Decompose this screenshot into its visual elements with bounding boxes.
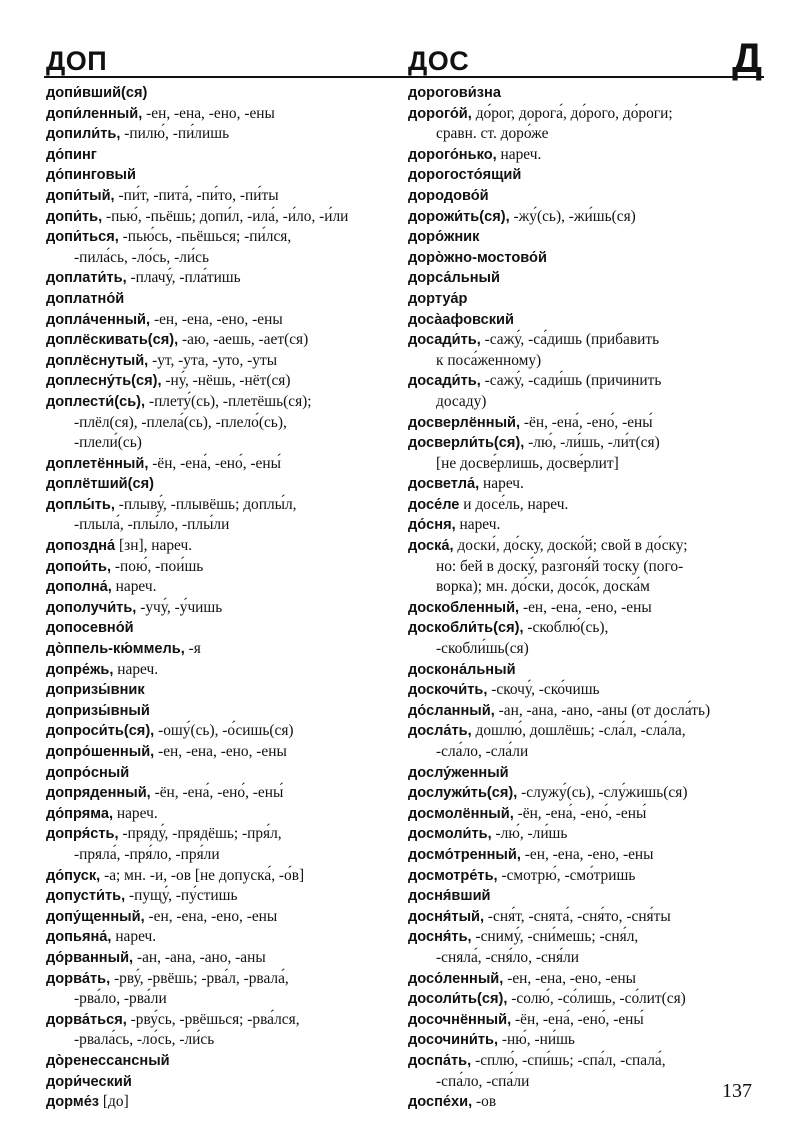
entry-headword: доплатно́й [46,290,125,307]
dictionary-entry [408,515,753,536]
entry-forms: -сня́т, -снята́, -сня́то, -сня́ты [484,907,671,925]
dictionary-entry [46,557,396,578]
entry-headword: допре́жь, [46,661,114,678]
left-column [46,83,396,1113]
entry-forms: -солю́, -со́лишь, -со́лит(ся) [507,990,686,1008]
entry-forms: нареч. [111,578,157,596]
entry-continuation [46,1030,396,1051]
entry-headword: допряденный, [46,785,151,802]
dictionary-entry [408,618,753,639]
entry-forms: досаду) [436,392,487,410]
dictionary-entry [408,145,753,166]
entry-headword: допи́ленный, [46,105,143,122]
entry-headword: дортуа́р [408,290,468,307]
entry-continuation [408,1072,753,1093]
dictionary-entry [46,1072,396,1093]
dictionary-entry [46,763,396,784]
entry-forms: -жу́(сь), -жи́шь(ся) [509,207,636,225]
entry-forms: -ён, -ена́, -ено́, -ены́ [150,784,284,802]
dictionary-entry [46,660,396,681]
entry-headword: допла́ченный, [46,311,151,328]
entry-headword: дорва́ть, [46,970,111,987]
entry-continuation [408,557,753,578]
dictionary-entry [46,742,396,763]
entry-headword: досади́ть, [408,373,481,390]
entry-forms: дошлю́, дошлёшь; -сла́л, -сла́ла, [471,722,686,740]
entry-forms: -ен, -ена, -ено, -ены [520,845,654,863]
entry-headword: доскобли́ть(ся), [408,620,524,637]
dictionary-entry [46,145,396,166]
dictionary-entry [46,783,396,804]
dictionary-entry [408,866,753,887]
dictionary-entry [408,680,753,701]
dictionary-entry [46,124,396,145]
dictionary-entry [408,886,753,907]
entry-headword: досади́ть, [408,332,481,349]
entry-headword: дорожи́ть(ся), [408,208,510,225]
entry-headword: до́пинговый [46,167,136,184]
left-running-head: ДОП [46,46,108,76]
entry-forms: нареч. [496,145,542,163]
entry-headword: дослужи́ть(ся), [408,785,518,802]
dictionary-entry [46,165,396,186]
dictionary-entry [408,721,753,742]
entry-forms: -я [184,640,201,658]
entry-forms: -пи́т, -пита́, -пи́то, -пи́ты [114,186,279,204]
dictionary-entry [408,104,753,125]
entry-forms: -сняла́, -сня́ло, -сня́ли [436,948,580,966]
entry-headword: допризы́вник [46,682,145,699]
entry-headword: доскочи́ть, [408,682,488,699]
dictionary-entry [46,639,396,660]
entry-headword: доспа́ть, [408,1052,472,1069]
entry-forms: -ну́, -нёшь, -нёт(ся) [161,372,291,390]
entry-forms: -скобли́шь(ся) [436,640,529,658]
entry-headword: допи́ться, [46,229,119,246]
dictionary-entry [408,701,753,722]
entry-forms: -рва́ло, -рва́ли [74,990,167,1008]
entry-headword: доскобленный, [408,599,520,616]
dictionary-entry [408,969,753,990]
entry-forms: -плачу́, -пла́тишь [126,269,241,287]
entry-forms: -сла́ло, -сла́ли [436,743,529,760]
dictionary-entry [408,83,753,104]
entry-headword: доплы́ть, [46,496,115,513]
dictionary-entry [46,948,396,969]
entry-headword: дорса́льный [408,270,500,287]
dictionary-entry [408,598,753,619]
right-column [408,83,753,1113]
dictionary-entry [408,824,753,845]
entry-headword: до́пинг [46,146,97,163]
dictionary-entry [46,474,396,495]
entry-headword: досе́ле [408,496,460,513]
entry-continuation [408,742,753,763]
entry-forms: нареч. [113,804,158,822]
entry-forms: -ен, -ена, -ено, -ены [144,907,278,925]
entry-headword: досочнённый, [408,1011,512,1028]
entry-continuation [46,433,396,454]
entry-forms: до́рог, дорога́, до́рого, до́роги; [471,104,673,122]
dictionary-entry [408,927,753,948]
entry-headword: доскона́льный [408,661,516,678]
dictionary-entry [408,1092,753,1113]
entry-continuation [46,413,396,434]
entry-headword: досня́тый, [408,908,485,925]
entry-forms: -ан, -ана, -ано, -аны [133,948,266,966]
entry-forms: -пою́, -пои́шь [111,557,204,575]
entry-headword: дополна́, [46,579,112,596]
entry-headword: досветла́, [408,476,480,493]
entry-headword: досоли́ть(ся), [408,991,508,1008]
entry-forms: -плели́(сь) [74,434,142,452]
dictionary-entry [408,907,753,928]
entry-forms: -скочу́, -ско́чишь [487,681,600,699]
dictionary-entry [46,371,396,392]
entry-headword: досла́ть, [408,723,472,740]
entry-continuation [46,515,396,536]
entry-headword: допря́сть, [46,826,119,843]
entry-headword: до̀ппель-кю́ммель, [46,641,185,658]
dictionary-entry [46,721,396,742]
dictionary-entry [46,1092,396,1113]
dictionary-entry [408,1010,753,1031]
dictionary-entry [408,310,753,331]
entry-headword: доспе́хи, [408,1094,473,1111]
entry-forms: -лю́, -ли́шь, -ли́т(ся) [524,434,660,452]
entry-forms: -сажу́, -сади́шь (причинить [480,372,662,390]
entry-headword: доро́жник [408,229,480,246]
entry-headword: дорогови́зна [408,85,501,101]
dictionary-entry [46,495,396,516]
dictionary-entry [46,618,396,639]
entry-headword: допоздна́ [46,538,116,555]
dictionary-entry [408,330,753,351]
entry-forms: -рвала́сь, -ло́сь, -ли́сь [74,1031,215,1049]
entry-forms: ворка); мн. до́ски, досо́к, доска́м [436,578,650,596]
entry-forms: -ню́, -ни́шь [498,1031,575,1049]
entry-headword: досня́ть, [408,929,472,946]
entry-headword: досо́ленный, [408,970,504,987]
entry-forms: [зн], нареч. [115,537,193,555]
entry-headword: допи́вший(ся) [46,85,148,101]
entry-headword: доро̀жно-мостово́й [408,249,547,266]
dictionary-entry [46,227,396,248]
entry-forms: -ен, -ена, -ено, -ены [142,104,275,122]
entry-forms: -сниму́, -сни́мешь; -сня́л, [471,928,639,946]
entry-headword: допро́сный [46,764,130,781]
dictionary-entry [408,165,753,186]
dictionary-entry [408,763,753,784]
entry-forms: но: бей в доску́, разгоня́й тоску (пого- [436,557,684,575]
dictionary-entry [408,289,753,310]
entry-headword: доплётший(ся) [46,476,154,493]
entry-forms: нареч. [479,475,524,493]
entry-forms: -ён, -ена́, -ено́, -ены́ [511,1010,644,1028]
entry-headword: дородово́й [408,187,489,204]
entry-headword: допу́щенный, [46,908,145,925]
entry-continuation [46,845,396,866]
dictionary-entry [46,680,396,701]
entry-forms: доски́, до́ску, доско́й; свой в до́ску; [453,537,688,555]
entry-continuation [46,248,396,269]
dictionary-entry [46,454,396,475]
entry-forms: -пряду́, -прядёшь; -пря́л, [118,825,282,843]
entry-forms: -плету́(сь), -плетёшь(ся); [145,392,312,410]
entry-forms: -служу́(сь), -слу́жишь(ся) [517,784,688,802]
entry-forms: -ен, -ена, -ено, -ены [150,310,283,328]
entry-forms: -сплю́, -спи́шь; -спа́л, -спала́, [471,1051,666,1069]
entry-headword: допи́ть, [46,208,103,225]
dictionary-entry [46,330,396,351]
entry-forms: -ён, -ена́, -ено́, -ены́ [520,413,653,431]
entry-forms: -аю, -аешь, -ает(ся) [178,331,309,349]
entry-forms: [до] [99,1093,129,1111]
dictionary-entry [408,845,753,866]
dictionary-entry [408,433,753,454]
entry-headword: досверли́ть(ся), [408,435,525,452]
entry-headword: допусти́ть, [46,888,126,905]
entry-forms: -скоблю́(сь), [523,619,609,637]
entry-headword: доса̀афовский [408,311,514,328]
entry-forms: -ов [472,1093,497,1111]
page-header [44,34,764,81]
dictionary-entry [46,310,396,331]
entry-forms: -пила́сь, -ло́сь, -ли́сь [74,248,209,266]
entry-forms: -ен, -ена, -ено, -ены [503,969,636,987]
entry-forms: -ут, -ута, -уто, -уты [148,351,278,369]
entry-headword: до̀ренессансный [46,1052,170,1069]
entry-headword: досмотре́ть, [408,867,498,884]
entry-headword: до́пуск, [46,867,101,884]
entry-forms: нареч. [455,516,501,534]
entry-headword: допи́тый, [46,187,115,204]
entry-headword: досмоли́ть, [408,826,492,843]
entry-headword: дори́ческий [46,1073,132,1090]
dictionary-entry [46,351,396,372]
dictionary-entry [408,783,753,804]
entry-continuation [408,351,753,372]
entry-headword: допьяна́, [46,929,112,946]
entry-headword: доплести́(сь), [46,393,146,410]
entry-headword: дослу́женный [408,764,509,781]
entry-headword: доплёскивать(ся), [46,332,179,349]
entry-headword: до́пряма, [46,805,114,822]
entry-forms: нареч. [111,928,157,946]
entry-forms: -пью́, -пьёшь; допи́л, -ила́, -и́ло, -и́ли [102,207,349,225]
entry-continuation [46,989,396,1010]
entry-headword: досмо́тренный, [408,846,521,863]
entry-continuation [408,454,753,475]
dictionary-entry [408,495,753,516]
dictionary-entry [408,1051,753,1072]
entry-forms: сравн. ст. доро́же [436,125,549,143]
entry-headword: допроси́ть(ся), [46,723,155,740]
section-letter: Д [732,34,762,81]
page-number: 137 [722,1080,752,1102]
dictionary-entry [408,248,753,269]
entry-continuation [408,392,753,413]
entry-headword: дорва́ться, [46,1011,127,1028]
dictionary-entry [46,598,396,619]
dictionary-entry [46,927,396,948]
dictionary-entry [46,969,396,990]
entry-continuation [408,124,753,145]
dictionary-entry [46,824,396,845]
dictionary-entry [46,268,396,289]
dictionary-entry [408,474,753,495]
entry-headword: до́сланный, [408,702,495,719]
entry-headword: дорогосто́ящий [408,167,522,184]
entry-headword: доплати́ть, [46,270,127,287]
dictionary-entry [46,701,396,722]
entry-forms: -плыву́, -плывёшь; доплы́л, [114,495,297,513]
entry-headword: допризы́вный [46,702,150,719]
dictionary-entry [46,186,396,207]
entry-forms: нареч. [113,660,159,678]
entry-forms: -ён, -ена́, -ено́, -ены́ [513,804,647,822]
entry-forms: -ен, -ена, -ено, -ены [154,743,287,760]
dictionary-entry [46,536,396,557]
entry-forms: к поса́женному) [436,351,542,369]
entry-forms: -рву́, -рвёшь; -рва́л, -рвала́, [110,969,289,987]
entry-headword: дорого́й, [408,105,472,122]
entry-headword: дополучи́ть, [46,599,137,616]
dictionary-entry [46,83,396,104]
dictionary-entry [408,1030,753,1051]
entry-headword: досверлённый, [408,414,521,431]
dictionary-entry [408,227,753,248]
entry-forms: и досе́ль, нареч. [459,495,569,513]
dictionary-entry [46,907,396,928]
entry-forms: -ен, -ена, -ено, -ены [519,598,652,616]
entry-headword: допро́шенный, [46,744,155,760]
entry-forms: -а; мн. -и, -ов [не допуска́, -о́в] [100,866,305,884]
entry-continuation [408,577,753,598]
entry-headword: допили́ть, [46,126,121,143]
entry-forms: [не досве́рлишь, досве́рлит] [436,454,619,472]
entry-forms: -плыла́, -плы́ло, -плы́ли [74,516,230,534]
entry-forms: -учу́, -у́чишь [136,598,223,616]
dictionary-entry [46,866,396,887]
entry-continuation [408,948,753,969]
dictionary-entry [408,989,753,1010]
entry-forms: -рву́сь, -рвёшься; -рва́лся, [126,1010,300,1028]
entry-forms: -сажу́, -са́дишь (прибавить [480,331,660,349]
dictionary-entry [408,536,753,557]
entry-forms: -смотрю́, -смо́тришь [497,866,636,884]
entry-headword: дорме́з [46,1094,100,1111]
entry-forms: -ошу́(сь), -о́сишь(ся) [154,722,294,740]
dictionary-entry [408,207,753,228]
entry-forms: -лю́, -ли́шь [491,825,568,843]
entry-headword: допосевно́й [46,620,134,637]
dictionary-entry [46,392,396,413]
entry-forms: -ён, -ена́, -ено́, -ены́ [148,454,281,472]
entry-headword: дорого́нько, [408,146,497,163]
entry-headword: допои́ть, [46,558,112,575]
dictionary-entry [408,660,753,681]
entry-forms: -ан, -ана, -ано, -аны (от досла́ть) [494,701,711,719]
entry-forms: -плёл(ся), -плела́(сь), -плело́(сь), [74,413,287,431]
dictionary-entry [46,1051,396,1072]
entry-forms: -пряла́, -пря́ло, -пря́ли [74,845,220,863]
dictionary-entry [46,804,396,825]
dictionary-entry [46,207,396,228]
entry-headword: доплетённый, [46,455,149,472]
entry-forms: -спа́ло, -спа́ли [436,1072,530,1090]
entry-headword: досня́вший [408,888,491,905]
dictionary-entry [408,186,753,207]
entry-headword: до́сня, [408,517,456,534]
dictionary-entry [46,289,396,310]
dictionary-entry [408,804,753,825]
entry-headword: досочини́ть, [408,1032,499,1049]
dictionary-entry [46,577,396,598]
entry-forms: -пью́сь, -пьёшься; -пи́лся, [118,228,292,246]
entry-headword: досмолённый, [408,805,514,822]
dictionary-entry [408,371,753,392]
entry-headword: доплёснутый, [46,352,149,369]
dictionary-entry [46,886,396,907]
entry-headword: доплесну́ть(ся), [46,373,162,390]
entry-forms: -пущу́, -пу́стишь [125,887,238,905]
dictionary-entry [408,413,753,434]
dictionary-entry [46,1010,396,1031]
dictionary-entry [408,268,753,289]
entry-continuation [408,639,753,660]
entry-headword: до́рванный, [46,949,134,966]
dictionary-entry [46,104,396,125]
entry-forms: -пилю́, -пи́лишь [120,125,230,143]
entry-headword: доска́, [408,538,454,555]
right-running-head: ДОС [408,46,470,76]
